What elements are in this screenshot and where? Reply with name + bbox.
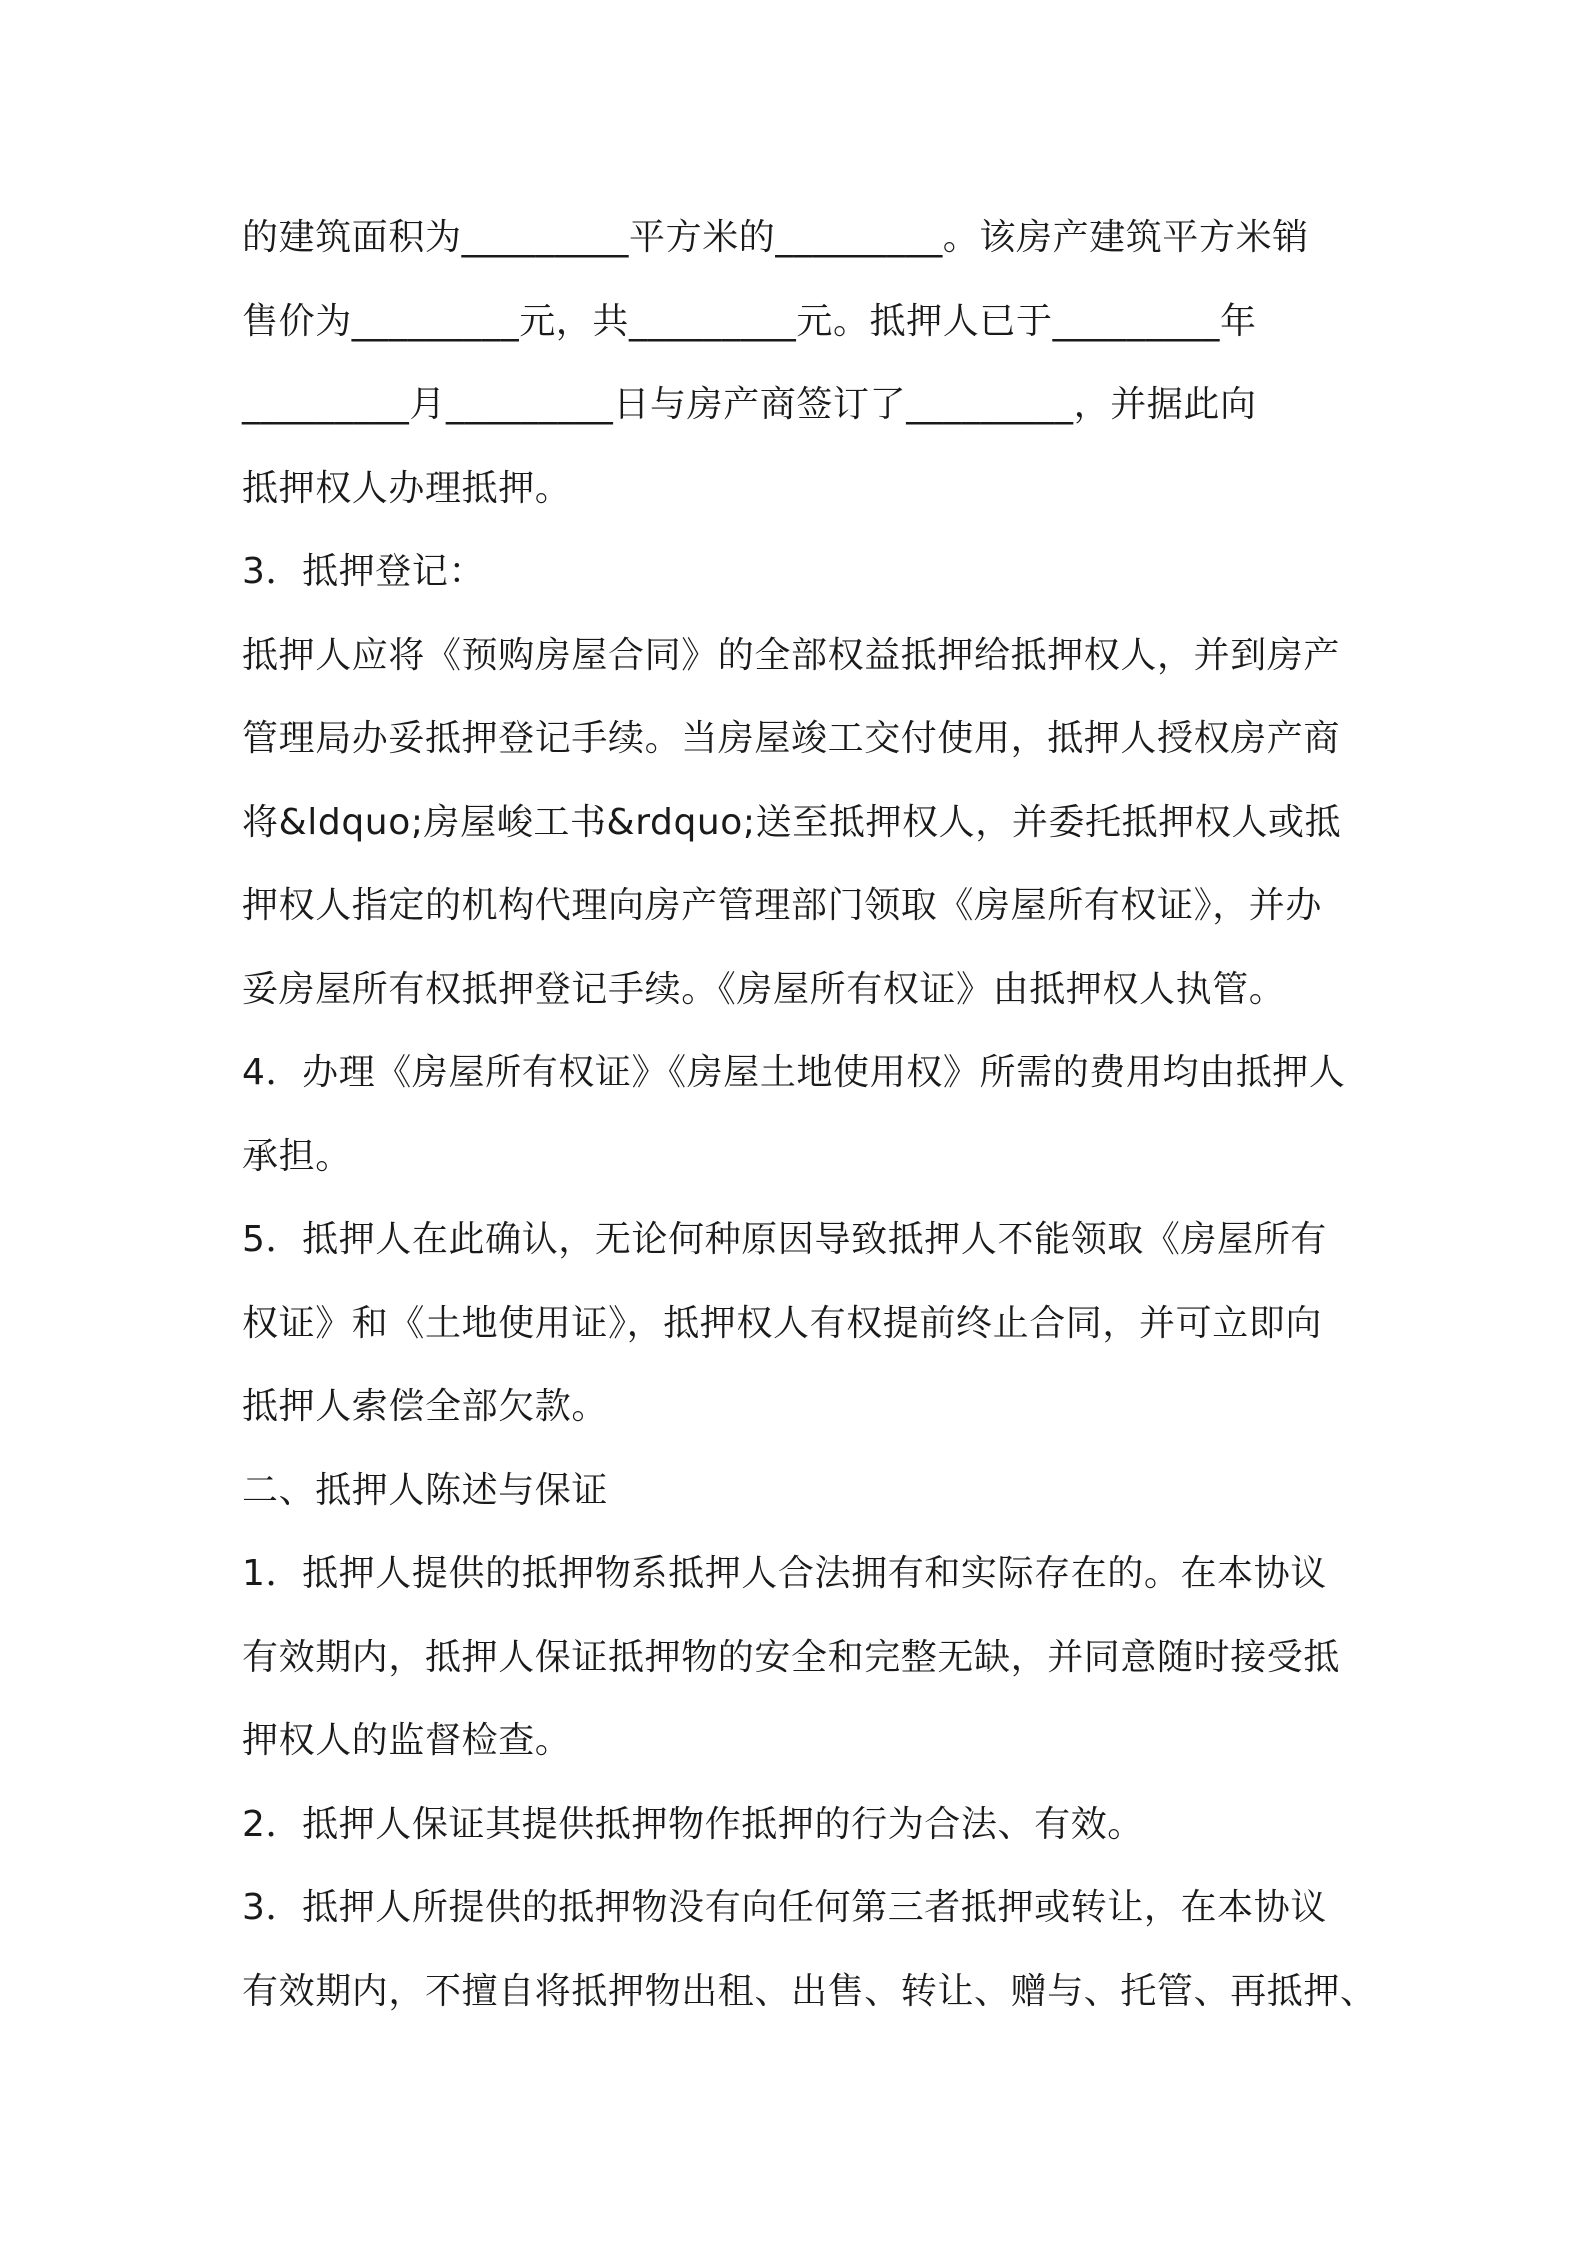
text-line: 有效期内，抵押人保证抵押物的安全和完整无缺，并同意随时接受抵 [242,1636,1341,1678]
text-line: 押权人指定的机构代理向房产管理部门领取《房屋所有权证》，并办 [242,885,1323,926]
text-line: 妥房屋所有权抵押登记手续。《房屋所有权证》由抵押权人执管。 [242,968,1286,1010]
text-line: 抵押人应将《预购房屋合同》的全部权益抵押给抵押权人，并到房产 [242,634,1341,676]
text-line: 5．抵押人在此确认，无论何种原因导致抵押人不能领取《房屋所有 [242,1219,1327,1260]
text-line: 权证》和《土地使用证》，抵押权人有权提前终止合同，并可立即向 [242,1302,1323,1344]
text-line: 3．抵押人所提供的抵押物没有向任何第三者抵押或转让，在本协议 [242,1887,1327,1928]
text-line: 售价为_________元，共_________元。抵押人已于_________年 [242,300,1257,342]
text-line: 2．抵押人保证其提供抵押物作抵押的行为合法、有效。 [242,1803,1144,1845]
text-line: 承担。 [242,1135,352,1177]
text-line: 抵押权人办理抵押。 [242,467,572,509]
document-body [242,196,1377,2033]
text-line: 有效期内，不擅自将抵押物出租、出售、转让、赠与、托管、再抵押、 [242,1970,1377,2012]
text-line: 1．抵押人提供的抵押物系抵押人合法拥有和实际存在的。在本协议 [242,1553,1327,1594]
section-heading: 二、抵押人陈述与保证 [242,1469,609,1511]
text-line: 的建筑面积为_________平方米的_________。该房产建筑平方米销 [242,217,1309,258]
text-line: 抵押人索偿全部欠款。 [242,1386,609,1427]
text-line: 管理局办妥抵押登记手续。当房屋竣工交付使用，抵押人授权房产商 [242,718,1341,759]
text-line: _________月_________日与房产商签订了_________，并据此向 [242,384,1257,425]
section-heading: 3．抵押登记： [242,551,486,592]
text-line: 4．办理《房屋所有权证》《房屋土地使用权》所需的费用均由抵押人 [242,1052,1346,1093]
text-line: 将&ldquo;房屋峻工书&rdquo;送至抵押权人，并委托抵押权人或抵 [242,801,1342,843]
text-line: 押权人的监督检查。 [242,1720,572,1761]
